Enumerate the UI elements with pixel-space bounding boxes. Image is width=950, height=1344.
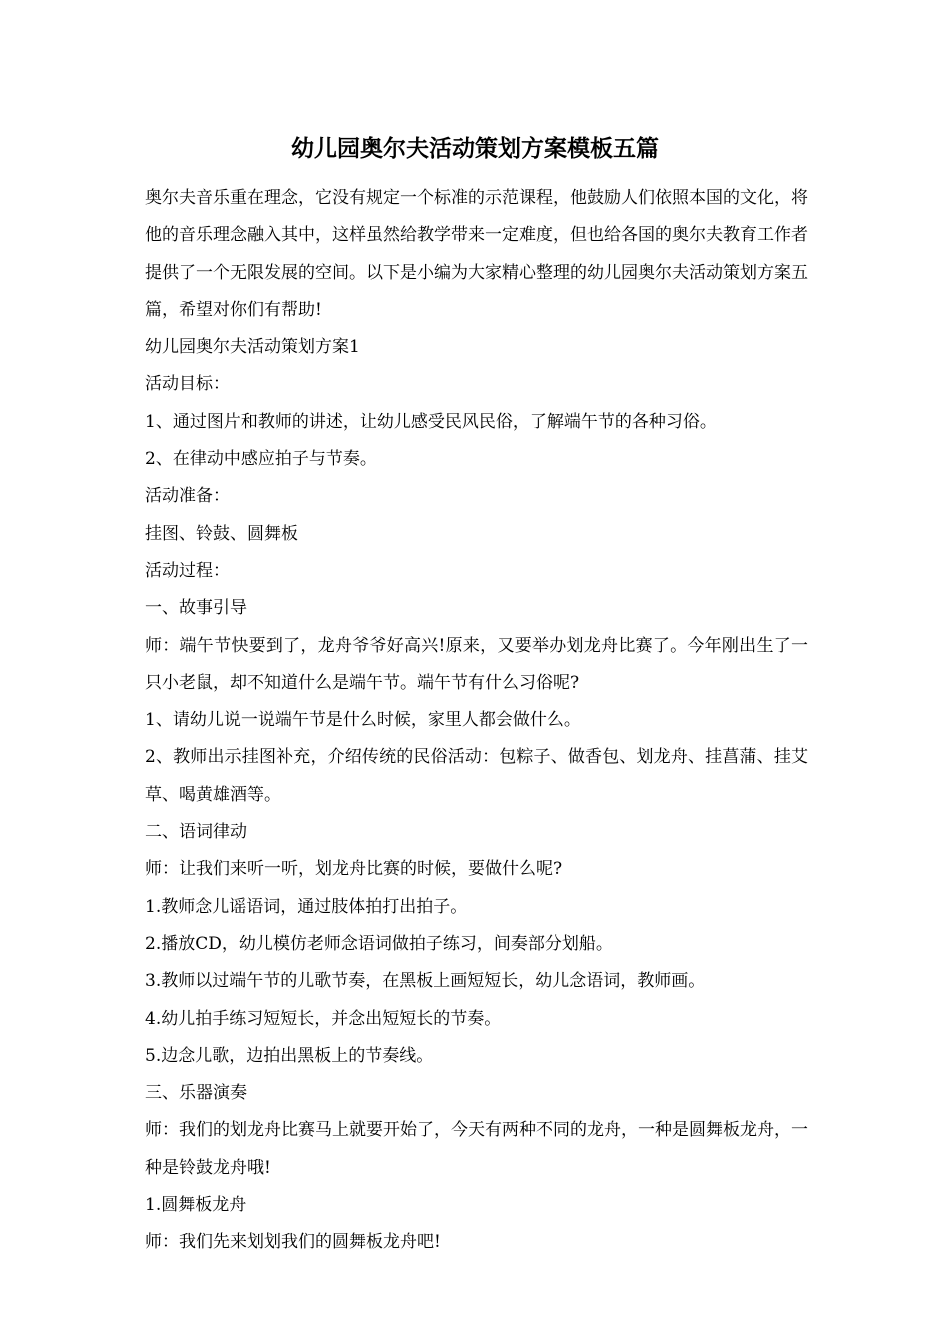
paragraph: 5.边念儿歌，边拍出黑板上的节奏线。 xyxy=(145,1045,434,1066)
subheading-story: 一、故事引导 xyxy=(145,598,247,619)
paragraph: 2、在律动中感应拍子与节奏。 xyxy=(145,449,377,470)
heading-activity-goals: 活动目标： xyxy=(145,374,230,395)
paragraph: 4.幼儿拍手练习短短长，并念出短短长的节奏。 xyxy=(145,1008,502,1029)
paragraph-intro: 奥尔夫音乐重在理念，它没有规定一个标准的示范课程，他鼓励人们依照本国的文化，将他的音乐理念融入其中，这样虽然给教学带来一定难度，但也给各国的奥尔夫教育工作者提供了一个无限发展的空间。以下是小编为大家精心整理的幼儿园奥尔夫活动策划方案五篇，希望对你们有帮助! xyxy=(145,188,808,320)
paragraph: 2、教师出示挂图补充，介绍传统的民俗活动：包粽子、做香包、划龙舟、挂菖蒲、挂艾草、喝黄雄酒等。 xyxy=(145,747,808,805)
paragraph: 1、通过图片和教师的讲述，让幼儿感受民风民俗，了解端午节的各种习俗。 xyxy=(145,411,717,432)
paragraph: 1.圆舞板龙舟 xyxy=(145,1195,247,1216)
paragraph: 师：让我们来听一听，划龙舟比赛的时候，要做什么呢? xyxy=(145,859,563,880)
paragraph: 师：我们先来划划我们的圆舞板龙舟吧! xyxy=(145,1232,441,1253)
heading-activity-process: 活动过程： xyxy=(145,560,230,581)
section-heading-plan-1: 幼儿园奥尔夫活动策划方案1 xyxy=(145,337,360,358)
document-body xyxy=(145,180,808,1262)
paragraph: 师：端午节快要到了，龙舟爷爷好高兴!原来，又要举办划龙舟比赛了。今年刚出生了一只小老鼠，却不知道什么是端午节。端午节有什么习俗呢? xyxy=(145,635,808,693)
document-title: 幼儿园奥尔夫活动策划方案模板五篇 xyxy=(291,135,659,162)
paragraph: 师：我们的划龙舟比赛马上就要开始了，今天有两种不同的龙舟，一种是圆舞板龙舟，一种是铃鼓龙舟哦! xyxy=(145,1120,808,1178)
paragraph: 1、请幼儿说一说端午节是什么时候，家里人都会做什么。 xyxy=(145,710,581,731)
paragraph: 1.教师念儿谣语词，通过肢体拍打出拍子。 xyxy=(145,896,468,917)
paragraph: 3.教师以过端午节的儿歌节奏，在黑板上画短短长，幼儿念语词，教师画。 xyxy=(145,971,706,992)
subheading-rhythm: 二、语词律动 xyxy=(145,822,247,843)
heading-activity-preparation: 活动准备： xyxy=(145,486,230,507)
subheading-instruments: 三、乐器演奏 xyxy=(145,1083,247,1104)
paragraph: 挂图、铃鼓、圆舞板 xyxy=(145,523,298,544)
paragraph: 2.播放CD，幼儿模仿老师念语词做拍子练习，间奏部分划船。 xyxy=(145,933,613,954)
